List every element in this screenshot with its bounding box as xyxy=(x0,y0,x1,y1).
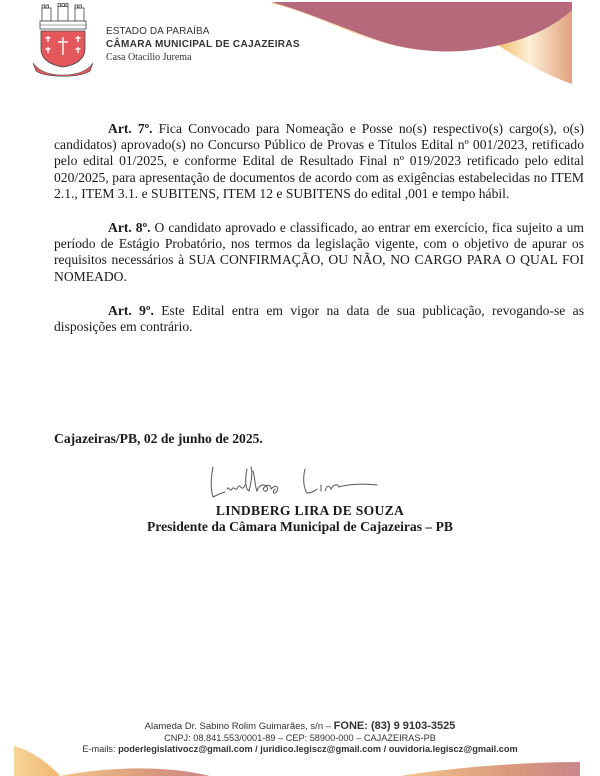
article-label: Art. 7º. xyxy=(108,121,153,136)
footer-address: Alameda Dr. Sabino Rolim Guimarães, s/n – xyxy=(144,721,334,732)
footer-wave-decoration xyxy=(0,734,600,776)
article-label: Art. 9º. xyxy=(108,302,154,318)
header-house: Casa Otacílio Jurema xyxy=(106,52,192,63)
document-body xyxy=(54,121,584,353)
place-date: Cajazeiras/PB, 02 de junho de 2025. xyxy=(54,431,263,446)
footer-phone: FONE: (83) 9 9103-3525 xyxy=(333,720,456,732)
article-text: Fica Convocado para Nomeação e Posse no(s) respectivo(s) cargo(s), o(s) candidatos) aprovado(s) no Concurso Público de Provas e Títulos Edital nº 001/2023, retificado pelo edital 01/2025, e conforme Edital de Resultado Final nº 019/2023 retificado pelo edital 020/2025, para apresentação de documentos de acordo com as exigências estabelecidas no ITEM 2.1., ITEM 3.1. e SUBITENS, ITEM 12 e SUBITENS do edital ,001 e tempo hábil. xyxy=(54,121,584,201)
article-text: O candidato aprovado e classificado, ao entrar em exercício, fica sujeito a um período de Estágio Probatório, nos termos da legislação vigente, com o objetivo de apurar os requisitos necessários à SUA CONFIRMAÇÃO, OU NÃO, NO CARGO PARA O QUAL FOI NOMEADO. xyxy=(54,220,584,284)
signer-role: Presidente da Câmara Municipal de Cajazeiras – PB xyxy=(147,519,453,534)
footer-cnpj: CNPJ: 08.841.553/0001-89 – CEP: 58900-000 – CAJAZEIRAS-PB xyxy=(164,732,436,743)
footer-emails: poderlegislativocz@gmail.com / juridico.legiscz@gmail.com / ouvidoria.legiscz@gmail.com xyxy=(118,744,518,754)
article-9 xyxy=(54,303,584,335)
article-text: Este Edital entra em vigor na data de sua publicação, revogando-se as disposições em contrário. xyxy=(54,302,584,335)
header-wave-decoration xyxy=(270,0,582,88)
article-label: Art. 8º. xyxy=(108,220,151,236)
footer-address-line xyxy=(0,721,600,733)
article-7 xyxy=(54,121,584,202)
header-chamber: CÂMARA MUNICIPAL DE CAJAZEIRAS xyxy=(106,39,300,50)
header-state: ESTADO DA PARAÍBA xyxy=(106,26,210,37)
coat-of-arms-icon xyxy=(30,3,96,79)
handwritten-signature xyxy=(205,463,380,508)
signer-name: LINDBERG LIRA DE SOUZA xyxy=(215,503,405,518)
footer-emails-label: E-mails: xyxy=(82,744,119,754)
article-8 xyxy=(54,220,584,285)
